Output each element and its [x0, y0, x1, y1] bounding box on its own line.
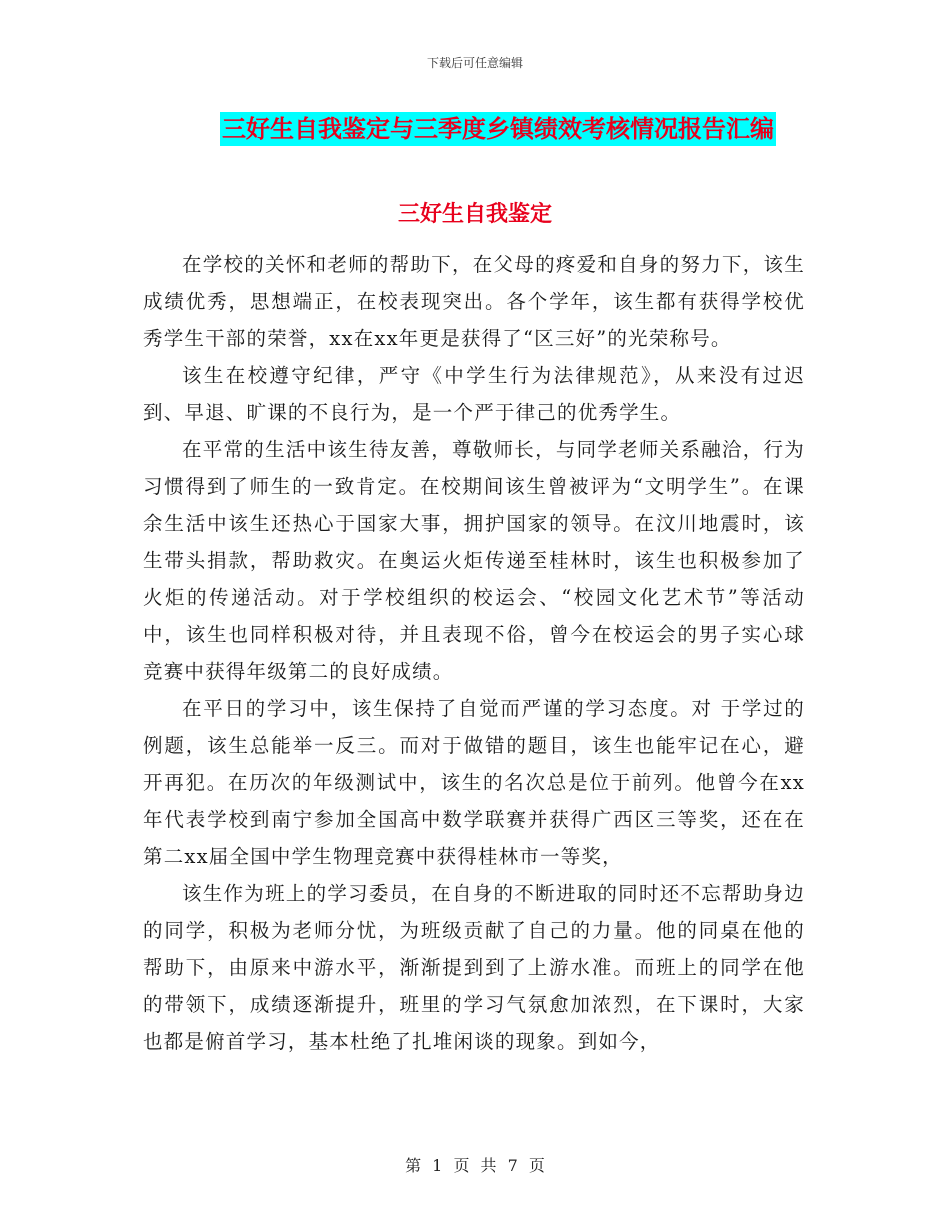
- body-text: [143, 246, 805, 1060]
- header-note: 下载后可任意编辑: [426, 56, 523, 70]
- paragraph: 在平日的学习中，该生保持了自觉而严谨的学习态度。对 于学过的例题，该生总能举一反三。而对于做错的题目，该生也能牢记在心，避开再犯。在历次的年级测试中，该生的名次总是位于前列。他曾今在xx年代表学校到南宁参加全国高中数学联赛并获得广西区三等奖，还在在第二xx届全国中学生物理竞赛中获得桂林市一等奖，: [143, 697, 805, 868]
- paragraph: 在平常的生活中该生待友善，尊敬师长，与同学老师关系融洽，行为习惯得到了师生的一致肯定。在校期间该生曾被评为“文明学生”。在课余生活中该生还热心于国家大事，拥护国家的领导。在汶川地震时，该生带头捐款，帮助救灾。在奥运火炬传递至桂林时，该生也积极参加了火炬的传递活动。对于学校组织的校运会、“校园文化艺术节”等活动中，该生也同样积极对待，并且表现不俗，曾今在校运会的男子实心球竞赛中获得年级第二的良好成绩。: [143, 438, 805, 683]
- paragraph: 该生在校遵守纪律，严守《中学生行为法律规范》，从来没有过迟到、早退、旷课的不良行为，是一个严于律己的优秀学生。: [143, 364, 805, 424]
- main-title-container: [0, 112, 950, 146]
- document-title: 三好生自我鉴定与三季度乡镇绩效考核情况报告汇编: [220, 112, 776, 146]
- page-number-footer: 第 1 页 共 7 页: [405, 1156, 545, 1175]
- paragraph: 在学校的关怀和老师的帮助下，在父母的疼爱和自身的努力下，该生成绩优秀，思想端正，在校表现突出。各个学年，该生都有获得学校优秀学生干部的荣誉，xx在xx年更是获得了“区三好”的光荣称号。: [143, 253, 805, 350]
- paragraph: 该生作为班上的学习委员，在自身的不断进取的同时还不忘帮助身边的同学，积极为老师分忧，为班级贡献了自己的力量。他的同桌在他的帮助下，由原来中游水平，渐渐提到到了上游水准。而班上的同学在他的带领下，成绩逐渐提升，班里的学习气氛愈加浓烈，在下课时，大家也都是俯首学习，基本杜绝了扎堆闲谈的现象。到如今，: [143, 882, 805, 1053]
- section-title: 三好生自我鉴定: [397, 202, 552, 227]
